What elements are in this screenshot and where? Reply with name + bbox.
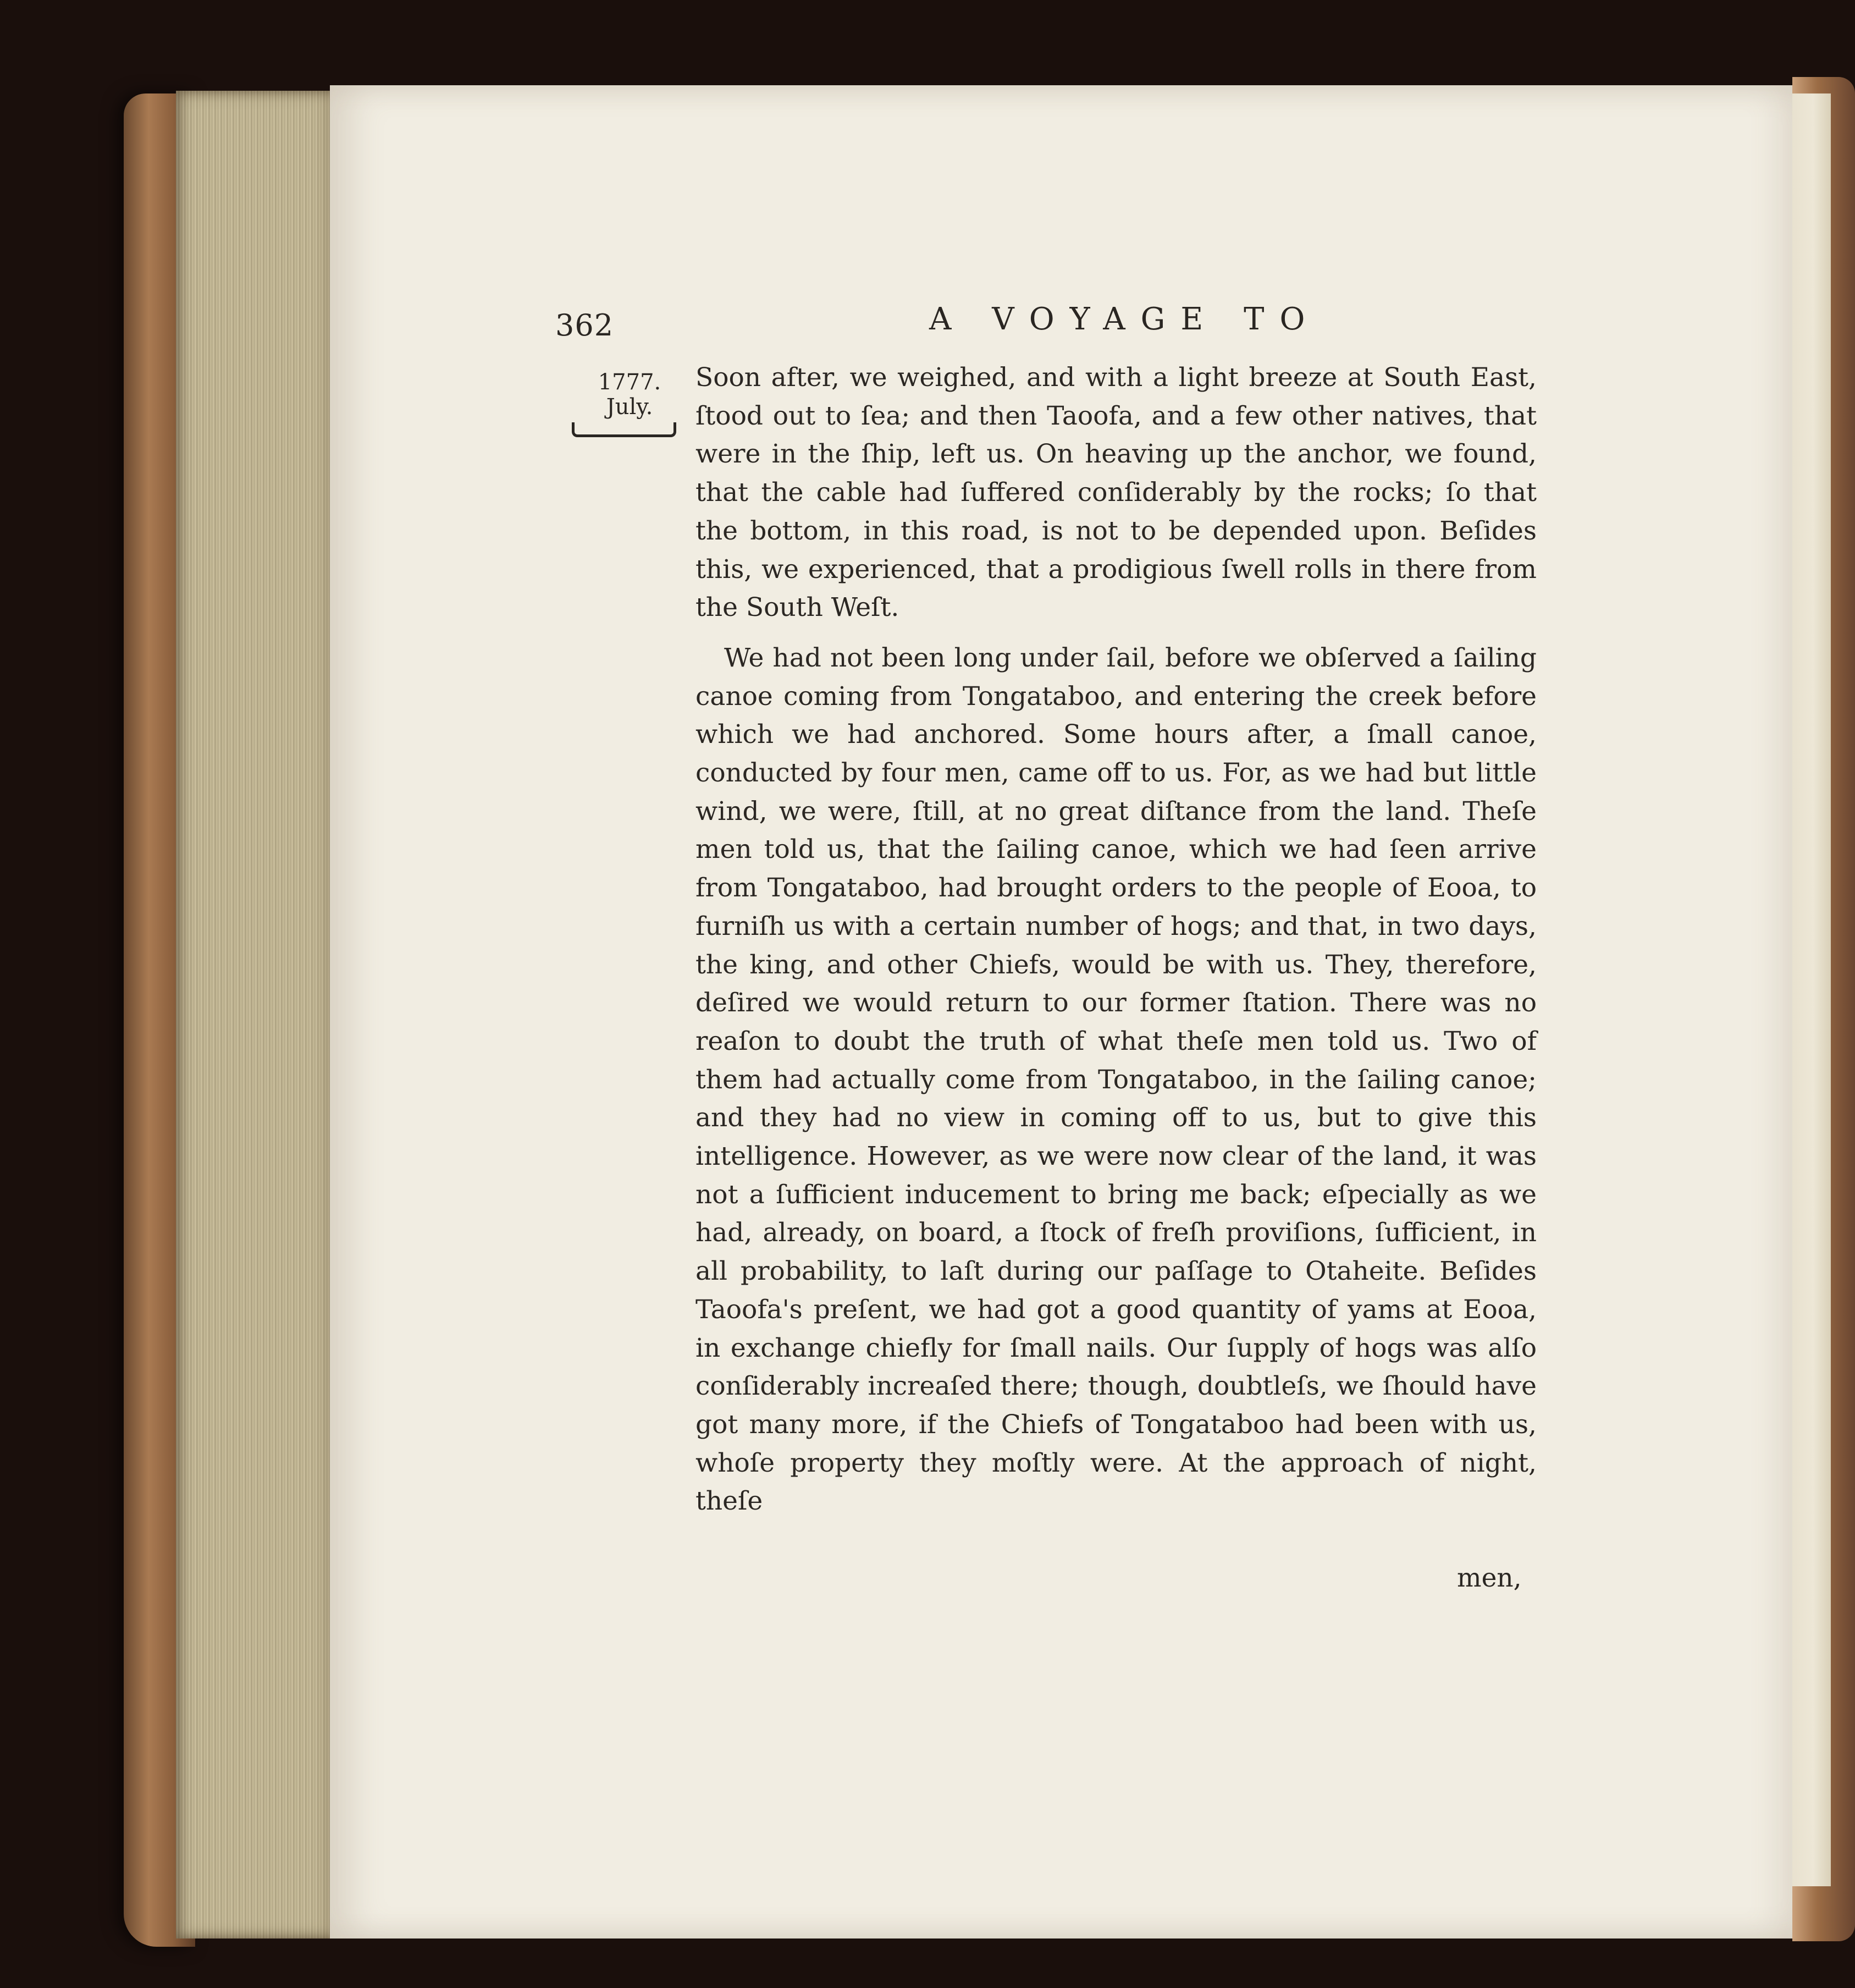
page-number: 362 (555, 308, 614, 343)
margin-note (566, 370, 676, 437)
running-head: A VOYAGE TO (929, 301, 1321, 337)
body-text (695, 359, 1537, 1521)
margin-year: 1777. (598, 370, 661, 395)
page-edges (176, 91, 341, 1939)
paragraph-2: We had not been long under ſail, before we obſerved a ſailing canoe coming from Tongataboo, and entering the creek before which we had anchored. Some hours after, a ſmall canoe, conducted by four men, came off to us. For, as we had but little wind, we were, ſtill, at no great diſtance from the land. Theſe men told us, that the ſailing canoe, which we had ſeen arrive from Tongataboo, had brought orders to the people of Eooa, to furniſh us with a certain number of hogs; and that, in two days, the king, and other Chiefs, would be with us. They, therefore, deſired we would return to our former ſtation. There was no reaſon to doubt the truth of what theſe men told us. Two of them had actually come from Tongataboo, in the ſailing canoe; and they had no view in coming off to us, but to give this intelligence. However, as we were now clear of the land, it was not a ſufficient inducement to bring me back; eſpecially as we had, already, on board, a ſtock of freſh proviſions, ſufficient, in all probability, to laſt during our paſſage to Otaheite. Beſides Taoofa's preſent, we had got a good quantity of yams at Eooa, in exchange chiefly for ſmall nails. Our ſupply of hogs was alſo conſiderably increaſed there; though, doubtleſs, we ſhould have got many more, if the Chiefs of Tongataboo had been with us, whoſe property they moſtly were. At the approach of night, theſe (695, 642, 1537, 1517)
margin-month: July. (606, 394, 653, 420)
catchword: men, (1457, 1563, 1522, 1593)
paragraph-1: Soon after, we weighed, and with a light breeze at South East, ſtood out to ſea; and then Taoofa, and a few other natives, that were in the ſhip, left us. On heaving up the anchor, we found, that the cable had ſuffered conſiderably by the rocks; ſo that the bottom, in this road, is not to be depended upon. Beſides this, we experienced, that a prodigious ſwell rolls in there from the South Weſt. (695, 362, 1537, 623)
margin-brace (572, 422, 676, 437)
facing-page-edge (1787, 93, 1831, 1886)
